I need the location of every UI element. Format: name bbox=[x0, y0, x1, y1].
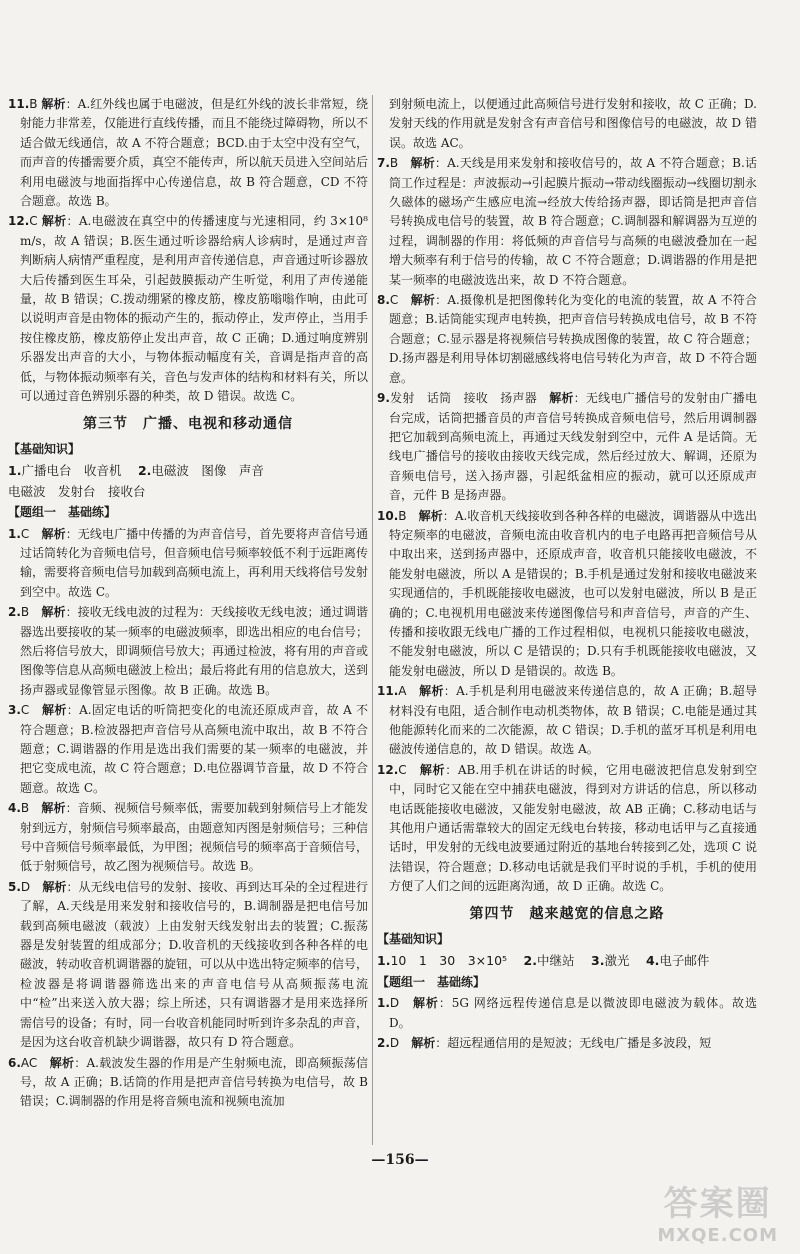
answer-item: 9.发射 话筒 接收 扬声器 解析：无线电广播信号的发射由广播电台完成，话筒把播音员的声音信号转换成音频电信号，然后用调制器把它加载到高频电流上，再通过天线发射到空中，元件 A 是话筒。无线电广播信号的接收由接收天线完成，然后经过放大、解调，还原为音频电信号，送入扬声器，引起纸盆相应的振动，就可以还原成声音，元件 B 是扬声器。 bbox=[377, 391, 757, 503]
basic-knowledge-line-2: 电磁波 发射台 接收台 bbox=[8, 483, 146, 499]
basic-knowledge-heading: 【基础知识】 bbox=[377, 932, 450, 947]
answer-item: 2.D 解析：超远程通信用的是短波；无线电广播是多波段，短 bbox=[377, 1036, 712, 1051]
answer-item: 7.B 解析：A.天线是用来发射和接收信号的，故 A 不符合题意；B.话筒工作过程是：声波振动→引起膜片振动→带动线圈振动→线圈切割永久磁体的磁场产生感应电流→经放大传给扬声器，即话筒是把声音信号转换成电信号的装置，故 B 符合题意；C.调制器和解调器为互逆的过程，调制器的作用：将低频的声音信号与高频的电磁波叠加在一起增大频率有利于信号的传输，故 C 不符合题意；D.调谐器的作用是把某一频率的电磁波选出来，故 D 不符合题意。 bbox=[377, 156, 757, 287]
group-heading: 【题组一 基础练】 bbox=[8, 505, 117, 520]
answer-item: 12.C 解析：AB.用手机在讲话的时候，它用电磁波把信息发射到空中，同时它又能在空中捕获电磁波，得到对方讲话的信息，所以移动电话既能接收电磁波，又能发射电磁波，故 AB 正确；C.移动电话与其他用户通话需靠较大的固定无线电台转接，移动电话甲与乙直接通话时，甲发射的无线电波要通过附近的基地台转接到乙处，选项 C 说法错误，符合题意；D.移动电话就是我们平时说的手机，手机的使用方便了人们之间的远距离沟通，故 D 正确。故选 C。 bbox=[377, 762, 757, 894]
answer-item: 2.B 解析：接收无线电波的过程为：天线接收无线电波；通过调谐器选出要接收的某一频率的电磁波频率，即选出相应的电台信号；然后将信号放大，即调频信号放大；再通过检波，将有用的声音或图像等信息从高频电磁波上检出；最后将此有用的信息放大，送到扬声器或显像管显示图像。故 B 正确。故选 B。 bbox=[8, 605, 369, 697]
watermark-logo bbox=[657, 1176, 778, 1246]
right-answer-list bbox=[377, 154, 757, 896]
right-column bbox=[377, 95, 757, 1055]
column-divider bbox=[372, 95, 373, 1145]
answer-item: 1.D 解析：5G 网络远程传递信息是以微波即电磁波为载体。故选 D。 bbox=[377, 996, 757, 1030]
answer-item: 8.C 解析：A.摄像机是把图像转化为变化的电流的装置，故 A 不符合题意；B.话筒能实现声电转换，把声音信号转换成电信号，故 B 不符合题意；C.显示器是将视频信号转换成图像的装置，故 C 符合题意；D.扬声器是利用导体切割磁感线将电信号转化为声音，故 D 不符合题意。 bbox=[377, 293, 757, 385]
group-heading: 【题组一 基础练】 bbox=[377, 974, 486, 989]
continued-text: 到射频电流上，以便通过此高频信号进行发射和接收，故 C 正确；D.发射天线的作用就是发射含有声音信号和图像信号的电磁波，故 D 错误。故选 AC。 bbox=[389, 97, 757, 150]
answer-item: 4.B 解析：音频、视频信号频率低，需要加载到射频信号上才能发射到远方，射频信号频率最高，由题意知丙图是射频信号；三种信号中音频信号频率最低，为甲图；视频信号的频率高于音频信号，低于射频信号，故乙图为视频信号。故选 B。 bbox=[8, 801, 369, 874]
answer-item: 6.AC 解析：A.载波发生器的作用是产生射频电流，即高频振荡信号，故 A 正确；B.话筒的作用是把声音信号转换为电信号，故 B 错误；C.调制器的作用是将音频电流和视频电流加 bbox=[8, 1055, 368, 1109]
section-title-4: 第四节 越来越宽的信息之路 bbox=[469, 905, 665, 922]
watermark-url: MXQE.COM bbox=[657, 1225, 778, 1246]
answer-item: 1.C 解析：无线电广播中传播的为声音信号，首先要将声音信号通过话筒转化为音频电信号，但音频电信号频率较低不利于远距离传输，需要将音频电信号加载到高频电流上，再利用天线将信号发射到空中。故选 C。 bbox=[8, 526, 369, 599]
watermark-text: 答案圈 bbox=[663, 1184, 772, 1224]
answer-item-12: 12.C 解析：A.电磁波在真空中的传播速度与光速相同，约 3×10⁸ m/s，故 A 错误；B.医生通过听诊器给病人诊病时，是通过声音判断病人病情严重程度，是利用声音传递信息，声音通过听诊器放大后传播到医生耳朵，引起鼓膜振动产生听觉，利用了声传递能量，故 B 错误；C.拨动绷紧的橡皮筋，橡皮筋嗡嗡作响，由此可以说明声音是由物体的振动产生的，振动停止，发声停止，当用手按住橡皮筋，橡皮筋停止发出声音，故 C 正确；D.通过响度辨别乐器发出声音的大小，与物体振动幅度有关，音调是指声音的高低，与物体振动频率有关，音色与发声体的结构和材料有关，所以可以通过音色辨别乐器的种类，故 D 错误。故选 C。 bbox=[8, 214, 369, 404]
answer-item: 10.B 解析：A.收音机天线接收到各种各样的电磁波，调谐器从中选出特定频率的电磁波，音频电流由收音机内的电子电路再把音频信号从中取出来，送到扬声器中，还原成声音，收音机只能接收电磁波，不能发射电磁波，所以 A 是错误的；B.手机是通过发射和接收电磁波来实现通信的，手机既能接收电磁波，也可以发射电磁波，所以 B 是正确的；C.电视机用电磁波来传递图像信号和声音信号，声音的产生、传播和接收跟无线电广播的工作过程相似，电视机只能接收电磁波，不能发射电磁波，所以 C 是错误的；D.只有手机既能接收电磁波，又能发射电磁波，所以 D 是错误的。故选 B。 bbox=[377, 508, 757, 678]
left-column bbox=[8, 95, 368, 1113]
answer-item: 11.A 解析：A.手机是利用电磁波来传递信息的，故 A 正确；B.超导材料没有电阻，适合制作电动机类物体，故 B 错误；C.电能是通过其他能源转化而来的二次能源，故 C 错误；D.手机的蓝牙耳机是利用电磁波传递信息的，故 D 错误。故选 A。 bbox=[377, 684, 757, 757]
right-answer-list-2 bbox=[377, 994, 757, 1053]
page-number: —156— bbox=[371, 1152, 429, 1168]
basic-knowledge-line: 1.10 1 30 3×10⁵ 2.中继站 3.激光 4.电子邮件 bbox=[377, 953, 710, 969]
left-answer-list bbox=[8, 525, 368, 1112]
basic-knowledge-heading: 【基础知识】 bbox=[8, 441, 81, 456]
answer-item: 3.C 解析：A.固定电话的听筒把变化的电流还原成声音，故 A 不符合题意；B.检波器把声音信号从高频电流中取出，故 B 不符合题意；C.调谐器的作用是选出我们需要的某一频率的电磁波，并把它变成电流，故 C 符合题意；D.电位器调节音量，故 D 不符合题意。故选 C。 bbox=[8, 703, 368, 795]
section-title-3: 第三节 广播、电视和移动通信 bbox=[83, 415, 293, 432]
answer-item-11: 11.B 解析：A.红外线也属于电磁波，但是红外线的波长非常短，绕射能力非常差，仅能进行直线传播，而且不能绕过障碍物，所以不适合做无线通信，故 A 不符合题意；BCD.由于太空中没有空气，而声音的传播需要介质，真空不能传声，所以航天员进入空间站后利用电磁波与地面指挥中心传递信息，故 B 符合题意，CD 不符合题意。故选 B。 bbox=[8, 97, 369, 209]
answer-item: 5.D 解析：从无线电信号的发射、接收、再到达耳朵的全过程进行了解，A.天线是用来发射和接收信号的，B.调制器是把电信号加载到高频电磁波（载波）上由发射天线发射出去的装置；C.振荡器是发射装置的组成部分；D.收音机的天线接收到各种各样的电磁波，转动收音机调谐器的旋钮，可以从中选出特定频率的信号，检波器是将调谐器筛选出来的声音电信号从高频振荡电流中“检”出来送入放大器；综上所述，只有调谐器才是用来选择所需信号的设备；有时，同一台收音机能同时听到许多杂乱的声音，是因为这台收音机缺少调谐器，故只有 D 符合题意。 bbox=[8, 879, 369, 1050]
basic-knowledge-line-1: 1.广播电台 收音机 2.电磁波 图像 声音 bbox=[8, 463, 264, 479]
